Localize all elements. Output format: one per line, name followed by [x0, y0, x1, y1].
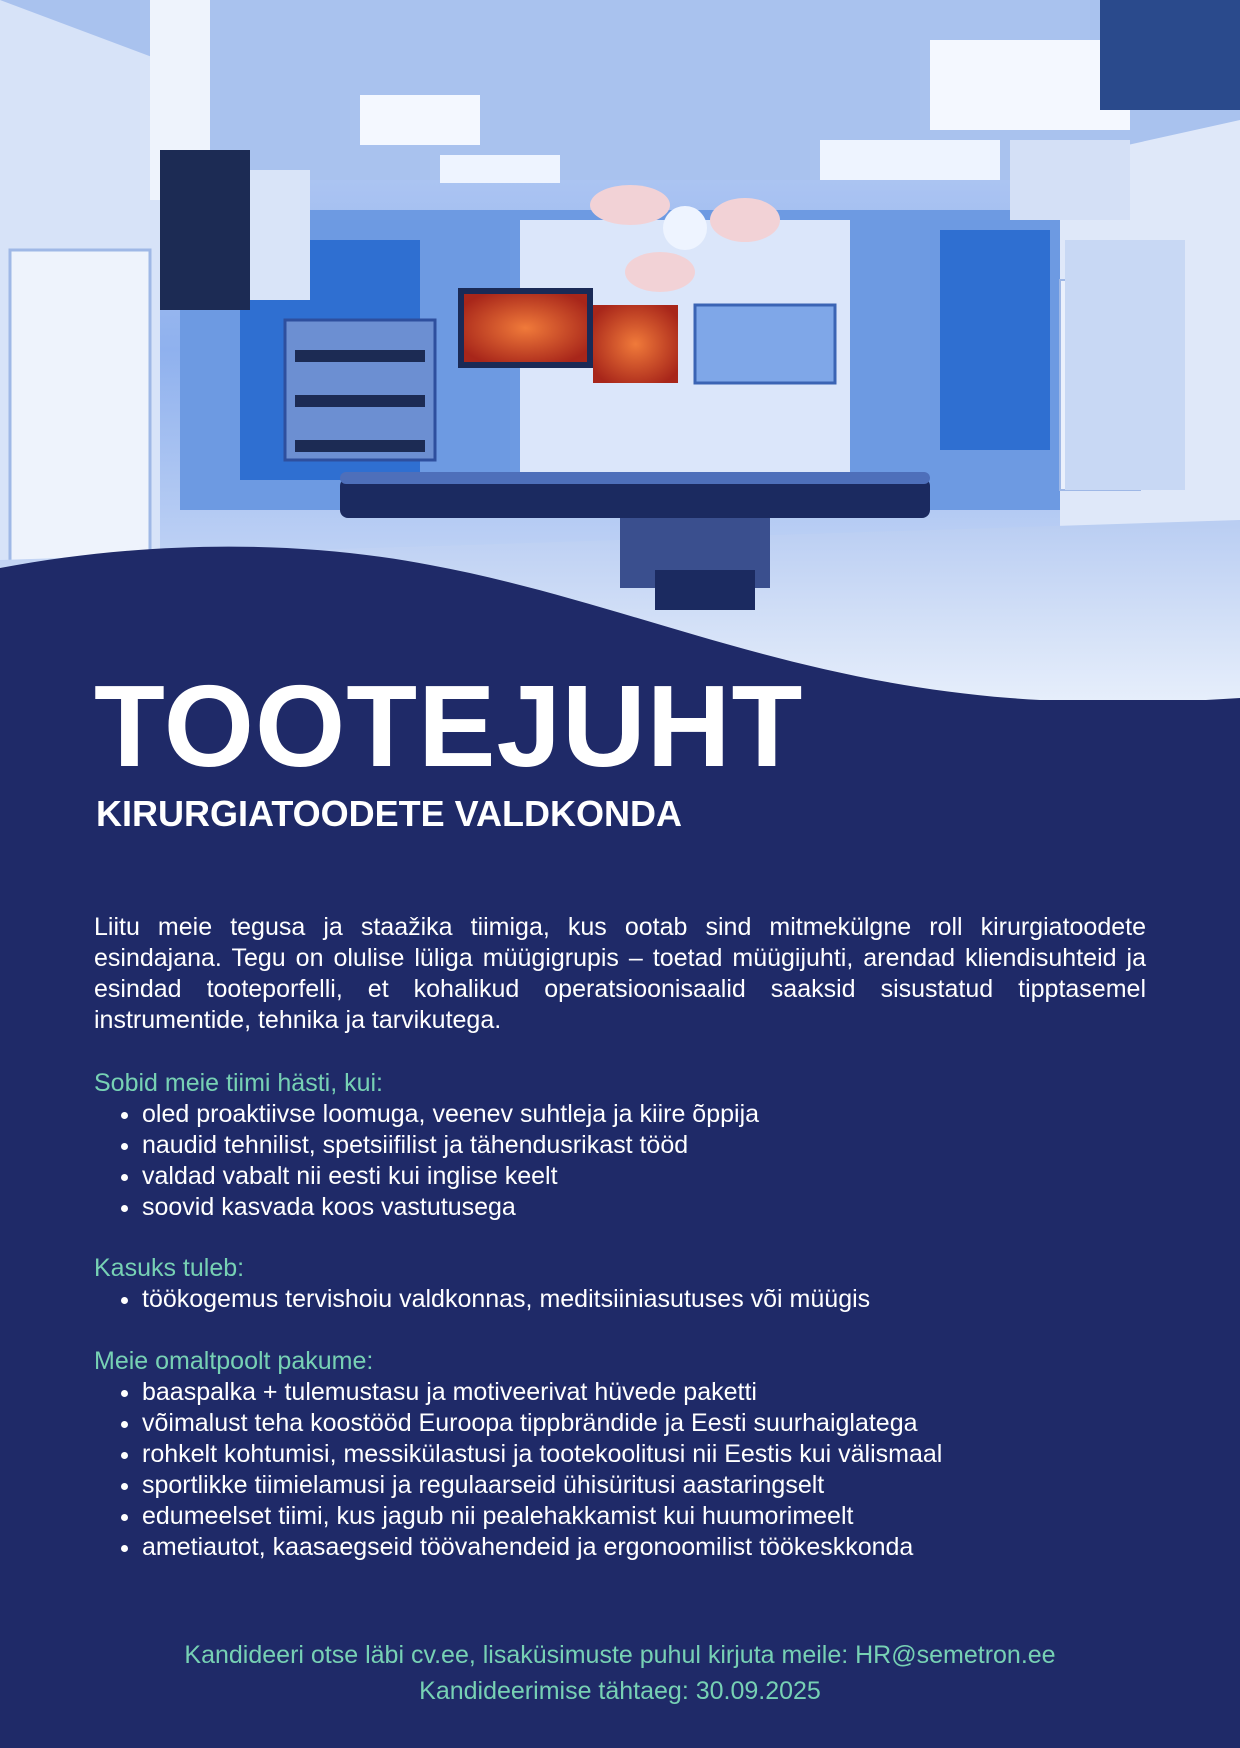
requirements-section	[94, 1068, 1154, 1223]
section-heading: Kasuks tuleb:	[94, 1254, 245, 1282]
hero-photo	[0, 0, 1240, 700]
section-heading: Sobid meie tiimi hästi, kui:	[94, 1069, 384, 1097]
list-item: • ametiautot, kaasaegseid töövahendeid ja ergonoomilist töökeskkonda	[142, 1532, 1154, 1563]
list-item: • võimalust teha koostööd Euroopa tippbrändide ja Eesti suurhaiglatega	[142, 1408, 1154, 1439]
requirements-list	[94, 1099, 1154, 1223]
list-item: • valdad vabalt nii eesti kui inglise keelt	[142, 1161, 1154, 1192]
offer-list	[94, 1377, 1154, 1563]
list-item: • töökogemus tervishoiu valdkonnas, meditsiiniasutuses või müügis	[142, 1284, 1154, 1315]
list-item: • oled proaktiivse loomuga, veenev suhtleja ja kiire õppija	[142, 1099, 1154, 1130]
offer-section	[94, 1346, 1154, 1563]
advantages-list	[94, 1284, 1154, 1315]
intro-paragraph: Liitu meie tegusa ja staažika tiimiga, kus ootab sind mitmekülgne roll kirurgiatoodete esindajana. Tegu on olulise lüliga müügigrupis – toetad müügijuhti, arendad kliendisuhteid ja esindad tooteporfelli, et kohalikud operatsioonisaalid saaksid sisustatud tipptasemel instrumentide, tehnika ja tarvikutega.	[94, 913, 1146, 1034]
list-item: • baaspalka + tulemustasu ja motiveerivat hüvede paketti	[142, 1377, 1154, 1408]
list-item: • soovid kasvada koos vastutusega	[142, 1192, 1154, 1223]
wave-divider	[0, 0, 1240, 700]
application-deadline: Kandideerimise tähtaeg: 30.09.2025	[419, 1677, 821, 1705]
job-title: TOOTEJUHT	[94, 661, 804, 791]
list-item: • sportlikke tiimielamusi ja regulaarseid ühisüritusi aastaringselt	[142, 1470, 1154, 1501]
list-item: • rohkelt kohtumisi, messikülastusi ja tootekoolitusi nii Eestis kui välismaal	[142, 1439, 1154, 1470]
section-heading: Meie omaltpoolt pakume:	[94, 1347, 374, 1375]
apply-instructions: Kandideeri otse läbi cv.ee, lisaküsimuste puhul kirjuta meile: HR@semetron.ee	[184, 1641, 1056, 1669]
list-item: • naudid tehnilist, spetsiifilist ja tähendusrikast tööd	[142, 1130, 1154, 1161]
list-item: • edumeelset tiimi, kus jagub nii pealehakkamist kui huumorimeelt	[142, 1501, 1154, 1532]
job-subtitle: KIRURGIATOODETE VALDKONDA	[96, 793, 683, 834]
advantages-section	[94, 1253, 1154, 1315]
